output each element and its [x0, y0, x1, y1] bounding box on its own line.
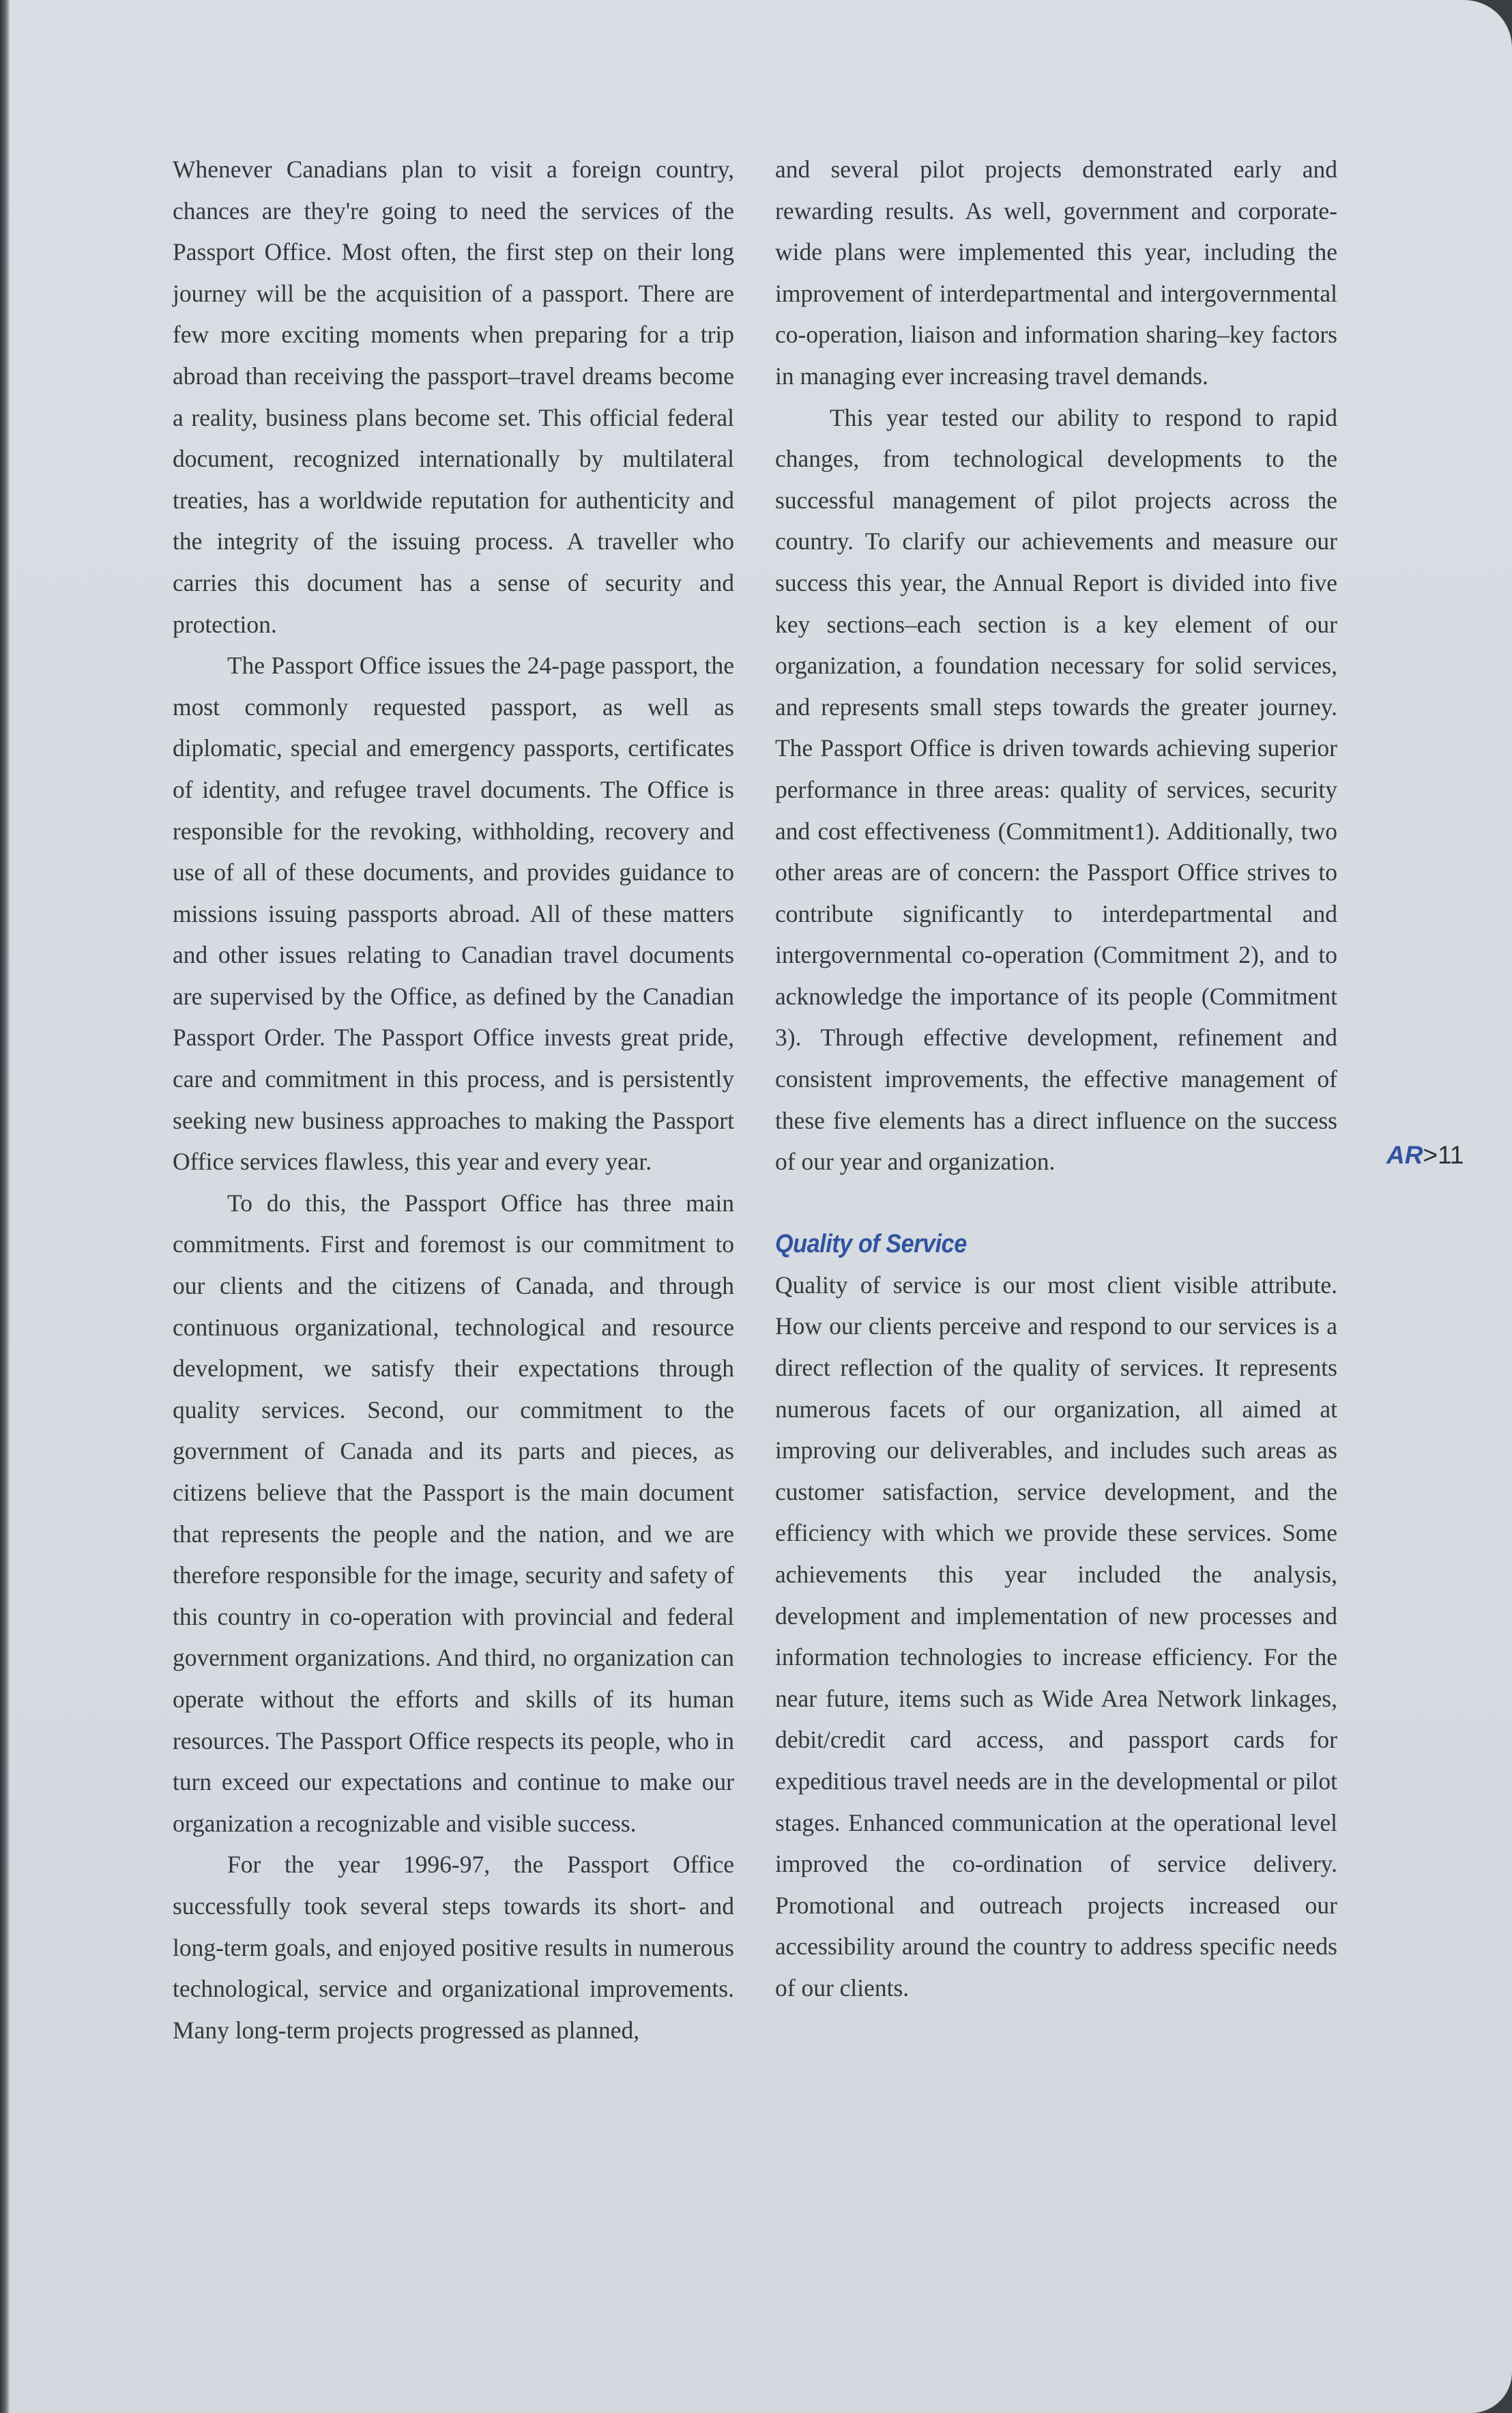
paragraph-report-sections: This year tested our ability to respond to rapid changes, from technological developments to the successful management of pilot projects across the country. To clarify our achievements and measure our success this year, the Annual Report is divided into five key sections–each section is a key element of our organization, a foundation necessary for solid services, and represents small steps towards the greater journey. The Passport Office is driven towards achieving superior performance in three areas: quality of services, security and cost effectiveness (Commitment1). Additionally, two other areas are of concern: the Passport Office strives to contribute significantly to interdepartmental and intergovernmental co-operation (Commitment 2), and to acknowledge the importance of its people (Commitment 3). Through effective development, refinement and consistent improvements, the effective management of these five elements has a direct influence on the success of our year and organization. — [775, 403, 1337, 1176]
paragraph-intro: Whenever Canadians plan to visit a foreign country, chances are they're going to need the services of the Passport Office. Most often, the first step on their long journey will be the acquisition of a passport. There are few more exciting moments when preparing for a trip abroad than receiving the passport–travel dreams become a reality, business plans become set. This official federal document, recognized internationally by multilateral treaties, has a worldwide reputation for authenticity and the integrity of the issuing process. A traveller who carries this document has a sense of security and protection. — [173, 156, 734, 638]
paragraph-year-summary: For the year 1996-97, the Passport Office successfully took several steps towards its short- and long-term goals, and enjoyed positive results in numerous technological, service and organizational improvements. Many long-term projects progressed as planned, — [173, 1851, 734, 2044]
left-column — [173, 149, 734, 2051]
right-column — [775, 149, 1337, 2009]
page-number: 11 — [1438, 1141, 1464, 1169]
folio-prefix: AR — [1386, 1141, 1423, 1169]
binding-edge — [0, 0, 10, 2413]
page-folio — [1386, 1138, 1464, 1172]
section-heading-quality-of-service: Quality of Service — [775, 1229, 967, 1258]
paragraph-pilot-projects: and several pilot projects demonstrated early and rewarding results. As well, government and corporate-wide plans were implemented this year, including the improvement of interdepartmental and intergovernmental co-operation, liaison and information sharing–key factors in managing ever increasing travel demands. — [775, 156, 1337, 390]
paragraph-commitments: To do this, the Passport Office has three main commitments. First and foremost is our commitment to our clients and the citizens of Canada, and through continuous organizational, technological and resource development, we satisfy their expectations through quality services. Second, our commitment to the government of Canada and its parts and pieces, as citizens believe that the Passport is the main document that represents the people and the nation, and we are therefore responsible for the image, security and safety of this country in co-operation with provincial and federal government organizations. And third, no organization can operate without the efforts and skills of its human resources. The Passport Office respects its people, who in turn exceed our expectations and continue to make our organization a recognizable and visible success. — [173, 1189, 734, 1837]
paragraph-documents-issued: The Passport Office issues the 24-page passport, the most commonly requested passport, as well as diplomatic, special and emergency passports, certificates of identity, and refugee travel documents. The Office is responsible for the revoking, withholding, recovery and use of all of these documents, and provides guidance to missions issuing passports abroad. All of these matters and other issues relating to Canadian travel documents are supervised by the Office, as defined by the Canadian Passport Order. The Passport Office invests great pride, care and commitment in this process, and is persistently seeking new business approaches to making the Passport Office services flawless, this year and every year. — [173, 652, 734, 1176]
paragraph-quality-of-service: Quality of service is our most client visible attribute. How our clients perceive and respond to our services is a direct reflection of the quality of services. It represents numerous facets of our organization, all aimed at improving our deliverables, and includes such areas as customer satisfaction, service development, and the efficiency with which we provide these services. Some achievements this year included the analysis, development and implementation of new processes and information technologies to increase efficiency. For the near future, items such as Wide Area Network linkages, debit/credit card access, and passport cards for expeditious travel needs are in the developmental or pilot stages. Enhanced communication at the operational level improved the co-ordination of service delivery. Promotional and outreach projects increased our accessibility around the country to address specific needs of our clients. — [775, 1271, 1337, 2002]
folio-separator: > — [1423, 1141, 1438, 1169]
